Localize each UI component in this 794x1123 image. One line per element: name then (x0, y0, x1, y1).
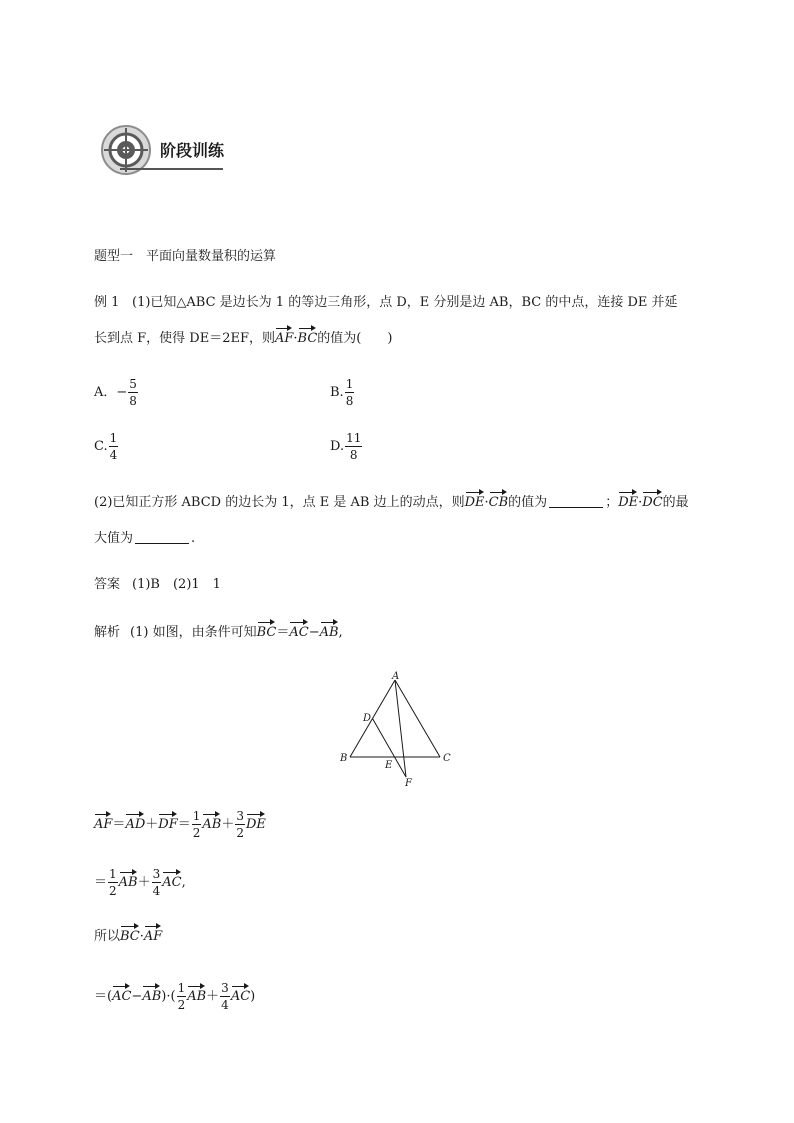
vector-cb: CB (488, 495, 509, 510)
vec-ac: AC (162, 875, 182, 890)
option-b-label: B. (330, 385, 344, 400)
vec-ab: AB (142, 989, 162, 1004)
option-d-fraction (345, 432, 362, 461)
option-d-den: 8 (349, 448, 358, 462)
vector-af: AF (274, 331, 294, 346)
analysis-intro: (1) 如图，由条件可知 (130, 625, 257, 640)
equals: ＝ (112, 817, 126, 832)
fraction-den: 2 (109, 884, 117, 898)
edge-ac (395, 680, 440, 757)
header-underline (120, 168, 223, 170)
dot-operator: · (293, 331, 298, 346)
segment-af (395, 680, 406, 777)
option-d[interactable] (330, 432, 363, 461)
dot-operator: · (484, 495, 489, 510)
vec-ab: AB (187, 989, 207, 1004)
vec-ac: AC (112, 989, 132, 1004)
example-label: 例 1 (94, 295, 120, 310)
vector-de: DE (464, 495, 485, 510)
triangle-figure (335, 670, 465, 790)
fraction-den: 2 (236, 826, 244, 840)
part2-line1-pre: (2)已知正方形 ABCD 的边长为 1，点 E 是 AB 边上的动点，则 (94, 495, 465, 510)
example-part2-line1 (94, 496, 689, 509)
vector-bc: BC (297, 331, 318, 346)
option-c-fraction (109, 432, 119, 461)
option-c-den: 4 (109, 448, 118, 462)
minus: − (131, 989, 143, 1004)
vector-de-2: DE (618, 495, 639, 510)
eq1-equals: ＝ (276, 625, 290, 640)
equation-5 (94, 982, 255, 1011)
option-b-den: 8 (345, 394, 354, 408)
section-title: 题型一 平面向量数量积的运算 (94, 249, 277, 264)
equals: ＝ (177, 817, 191, 832)
option-c[interactable] (94, 432, 119, 461)
equals-paren: ＝( (94, 989, 113, 1004)
so-label: 所以 (94, 929, 121, 944)
vertex-label-b: B (340, 753, 348, 764)
plus: ＋ (145, 817, 159, 832)
option-c-num: 1 (109, 431, 118, 445)
answer-label: 答案 (94, 577, 121, 592)
answer-text: (1)B (2)1 1 (132, 577, 221, 592)
vec-ac: AC (230, 989, 251, 1004)
equation-2 (94, 810, 266, 839)
vertex-label-d: D (363, 713, 372, 724)
vertex-label-e: E (385, 760, 393, 771)
part2-mid: 的值为 (508, 495, 548, 510)
example-part1-line1: (1)已知△ABC 是边长为 1 的等边三角形，点 D，E 分别是边 AB，BC 的中点，连接 DE 并延 (132, 295, 678, 310)
vec-de: DE (245, 817, 266, 832)
vertex-label-a: A (392, 671, 400, 682)
fraction-den: 4 (221, 998, 229, 1012)
fraction (152, 868, 162, 897)
vector-dc: DC (642, 495, 663, 510)
part2-end: . (191, 531, 196, 546)
example-part1-line2 (94, 332, 392, 345)
vertex-label-f: F (405, 778, 412, 789)
fraction-num: 3 (152, 867, 161, 881)
vec-ab: AB (202, 817, 222, 832)
analysis-label: 解析 (94, 625, 121, 640)
fraction-den: 2 (177, 998, 186, 1012)
part1-line2-pre: 长到点 F，使得 DE＝2EF，则 (94, 331, 275, 346)
analysis-line (94, 626, 343, 639)
eq1-minus: − (308, 625, 320, 640)
fraction-num: 3 (236, 809, 244, 823)
vec-bc: BC (120, 929, 140, 944)
fraction-den: 2 (192, 826, 201, 840)
vec-af: AF (94, 817, 113, 832)
close-paren: ) (250, 989, 256, 1004)
vec-af: AF (143, 929, 163, 944)
header-title: 阶段训练 (160, 141, 225, 160)
plus: ＋ (221, 817, 235, 832)
example-part2-line2 (94, 532, 195, 545)
option-a-sign: − (116, 385, 128, 400)
paren-dot-paren: )·( (161, 989, 176, 1004)
option-a-num: 5 (129, 377, 137, 391)
plus: ＋ (137, 875, 151, 890)
option-a-label: A． (94, 385, 117, 400)
equals: ＝ (94, 875, 108, 890)
dot-operator: · (139, 929, 144, 944)
vertex-label-c: C (443, 753, 451, 764)
fraction-num: 1 (177, 981, 186, 995)
vec-ab: AB (118, 875, 138, 890)
dot-operator: · (638, 495, 643, 510)
fraction (235, 810, 245, 839)
answer-line (94, 578, 221, 591)
option-d-label: D. (330, 439, 345, 454)
equation-4 (94, 930, 162, 943)
fraction (220, 982, 230, 1011)
vector-ac-eq1: AC (289, 625, 309, 640)
vector-bc-eq1: BC (256, 625, 277, 640)
vector-ab-eq1: AB (319, 625, 339, 640)
option-a-fraction (128, 378, 138, 407)
option-d-num: 11 (346, 431, 362, 445)
answer-blank-2[interactable] (135, 543, 189, 544)
fraction (192, 810, 202, 839)
fraction-num: 1 (192, 809, 201, 823)
eq1-end: , (338, 625, 343, 640)
part1-line2-post: 的值为( ) (317, 331, 393, 346)
answer-blank-1[interactable] (549, 507, 603, 508)
option-c-label: C. (94, 439, 108, 454)
equation-3 (94, 868, 186, 897)
fraction (108, 868, 118, 897)
option-b[interactable] (330, 378, 355, 407)
option-b-fraction (345, 378, 355, 407)
vec-df: DF (158, 817, 178, 832)
part2-line2: 大值为 (94, 531, 134, 546)
part2-separator: ； (605, 495, 619, 510)
fraction (177, 982, 187, 1011)
vec-ad: AD (125, 817, 146, 832)
plus: ＋ (206, 989, 220, 1004)
fraction-num: 1 (109, 867, 117, 881)
comma: , (181, 875, 186, 890)
option-a[interactable] (94, 378, 139, 407)
option-a-den: 8 (129, 394, 137, 408)
option-b-num: 1 (345, 377, 354, 391)
part2-post: 的最 (662, 495, 689, 510)
fraction-num: 3 (221, 981, 229, 995)
fraction-den: 4 (152, 884, 161, 898)
